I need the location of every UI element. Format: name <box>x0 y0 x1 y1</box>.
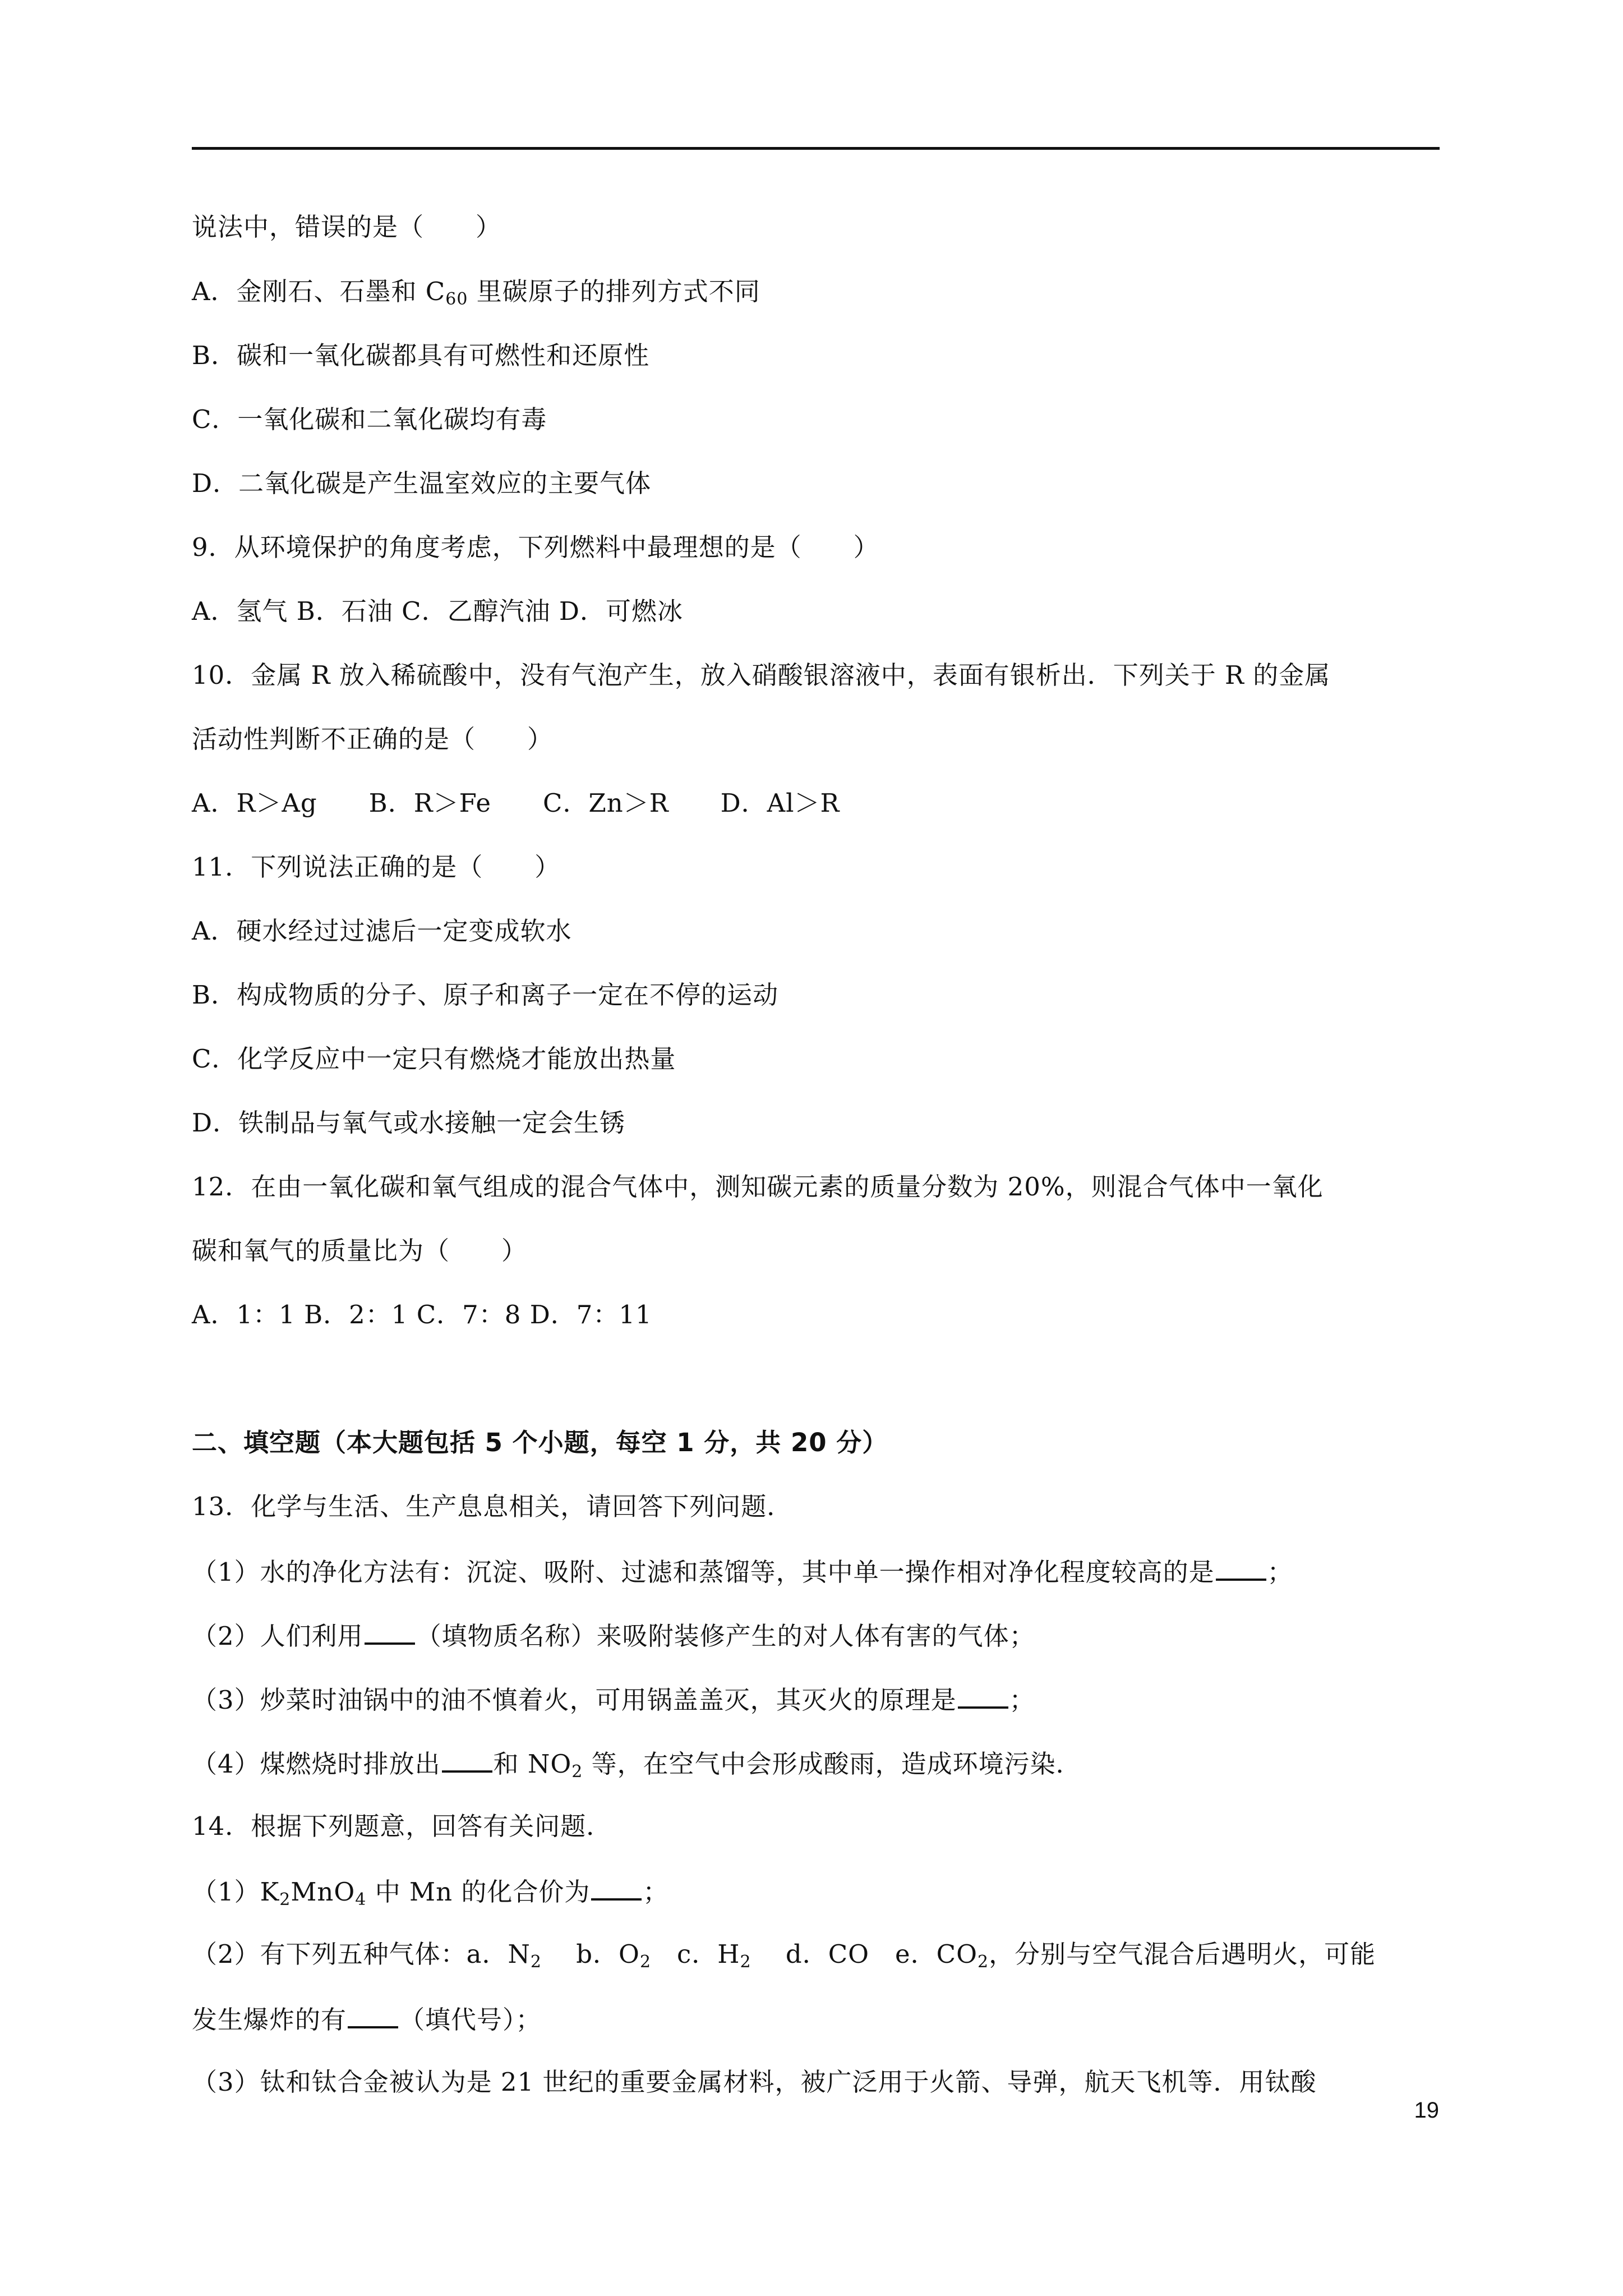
q8-option-b: B．碳和一氧化碳都具有可燃性和还原性 <box>192 341 650 370</box>
q13-p4-mid: 和 NO <box>493 1749 572 1779</box>
q10-options: A．R＞Ag B．R＞Fe C．Zn＞R D．Al＞R <box>192 788 840 818</box>
q13-p1-end: ； <box>1267 1557 1293 1587</box>
q14-p2-sub4: 2 <box>977 1952 989 1972</box>
q14-part1 <box>192 1874 668 1909</box>
q11-option-c: C．化学反应中一定只有燃烧才能放出热量 <box>192 1044 676 1074</box>
q12-options: A．1：1 B．2：1 C．7：8 D．7：11 <box>192 1300 652 1329</box>
q8-option-d: D．二氧化碳是产生温室效应的主要气体 <box>192 468 652 498</box>
q14-stem: 14．根据下列题意，回答有关问题． <box>192 1811 612 1841</box>
header-rule <box>192 147 1440 150</box>
q14-p1-sub2: 4 <box>355 1890 367 1910</box>
q13-part1 <box>192 1554 1293 1589</box>
q14-p2-a: （2）有下列五种气体：a．N <box>192 1939 531 1969</box>
q14-p2-sub2: 2 <box>639 1952 652 1972</box>
q13-p2-blank[interactable] <box>365 1618 415 1645</box>
q14-p1-end: ； <box>643 1877 669 1907</box>
q12-stem-line1: 12．在由一氧化碳和氧气组成的混合气体中，测知碳元素的质量分数为 20%，则混合气体中一氧化 <box>192 1172 1324 1202</box>
q13-p3-blank[interactable] <box>958 1682 1008 1709</box>
q13-p4-blank[interactable] <box>442 1746 492 1773</box>
q14-p2-c: c．H <box>651 1939 740 1969</box>
q10-stem-line2: 活动性判断不正确的是（ ） <box>192 724 554 754</box>
q8-a-text-post: 里碳原子的排列方式不同 <box>468 277 760 306</box>
q14-p1-mid: MnO <box>291 1877 356 1907</box>
q12-stem-line2: 碳和氧气的质量比为（ ） <box>192 1236 528 1266</box>
q13-stem: 13．化学与生活、生产息息相关，请回答下列问题． <box>192 1492 793 1521</box>
q10-stem-line1: 10．金属 R 放入稀硫酸中，没有气泡产生，放入硝酸银溶液中，表面有银析出．下列关于 R 的金属 <box>192 660 1331 690</box>
q13-p4-text: （4）煤燃烧时排放出 <box>192 1749 441 1779</box>
q14-p2-line2-text: 发生爆炸的有 <box>192 2005 347 2035</box>
q13-part2 <box>192 1618 1035 1653</box>
q14-p2-e: ，分别与空气混合后遇明火，可能 <box>989 1939 1376 1969</box>
q8-a-text: A．金刚石、石墨和 C <box>192 277 446 306</box>
q14-p2-line2-end: （填代号）； <box>399 2005 542 2035</box>
q14-p1-blank[interactable] <box>591 1874 642 1901</box>
q14-p1-sub1: 2 <box>279 1890 291 1910</box>
q14-part3: （3）钛和钛合金被认为是 21 世纪的重要金属材料，被广泛用于火箭、导弹，航天飞机等．用钛酸 <box>192 2067 1317 2097</box>
q8-option-c: C．一氧化碳和二氧化碳均有毒 <box>192 404 547 434</box>
q11-stem: 11．下列说法正确的是（ ） <box>192 852 561 882</box>
q14-part2-line2 <box>192 2001 542 2037</box>
q14-p2-d: d．CO e．CO <box>751 1939 978 1969</box>
q13-p1-blank[interactable] <box>1216 1554 1266 1581</box>
q13-p2-text-post: （填物质名称）来吸附装修产生的对人体有害的气体； <box>416 1621 1035 1651</box>
q13-p3-text: （3）炒菜时油锅中的油不慎着火，可用锅盖盖灭，其灭火的原理是 <box>192 1685 957 1715</box>
q8-stem-tail: 说法中，错误的是（ ） <box>192 212 502 242</box>
q13-p1-text: （1）水的净化方法有：沉淀、吸附、过滤和蒸馏等，其中单一操作相对净化程度较高的是 <box>192 1557 1215 1587</box>
q13-part3 <box>192 1682 1035 1717</box>
q11-option-d: D．铁制品与氧气或水接触一定会生锈 <box>192 1108 626 1138</box>
q13-p3-end: ； <box>1009 1685 1035 1715</box>
q11-option-a: A．硬水经过过滤后一定变成软水 <box>192 916 572 946</box>
q11-option-b: B．构成物质的分子、原子和离子一定在不停的运动 <box>192 980 779 1010</box>
q13-p4-subscript: 2 <box>571 1762 583 1782</box>
q14-part2-line1 <box>192 1938 1376 1971</box>
q14-p2-blank[interactable] <box>348 2001 398 2028</box>
q14-p2-b: b．O <box>541 1939 640 1969</box>
q9-options: A．氢气 B．石油 C．乙醇汽油 D．可燃冰 <box>192 596 683 626</box>
q13-p2-text: （2）人们利用 <box>192 1621 363 1651</box>
q13-p4-text-post: 等，在空气中会形成酸雨，造成环境污染． <box>583 1749 1082 1779</box>
q8-a-subscript: 60 <box>445 289 468 309</box>
section2-heading: 二、填空题（本大题包括 5 个小题，每空 1 分，共 20 分） <box>192 1428 888 1457</box>
q8-option-a <box>192 275 760 309</box>
q14-p1-text: （1）K <box>192 1877 280 1907</box>
q14-p2-sub3: 2 <box>740 1952 751 1972</box>
page-number: 19 <box>1414 2098 1439 2123</box>
q13-part4 <box>192 1746 1082 1781</box>
q14-p2-sub1: 2 <box>530 1952 542 1972</box>
q14-p1-post: 中 Mn 的化合价为 <box>366 1877 591 1907</box>
q9-stem: 9．从环境保护的角度考虑，下列燃料中最理想的是（ ） <box>192 532 879 562</box>
